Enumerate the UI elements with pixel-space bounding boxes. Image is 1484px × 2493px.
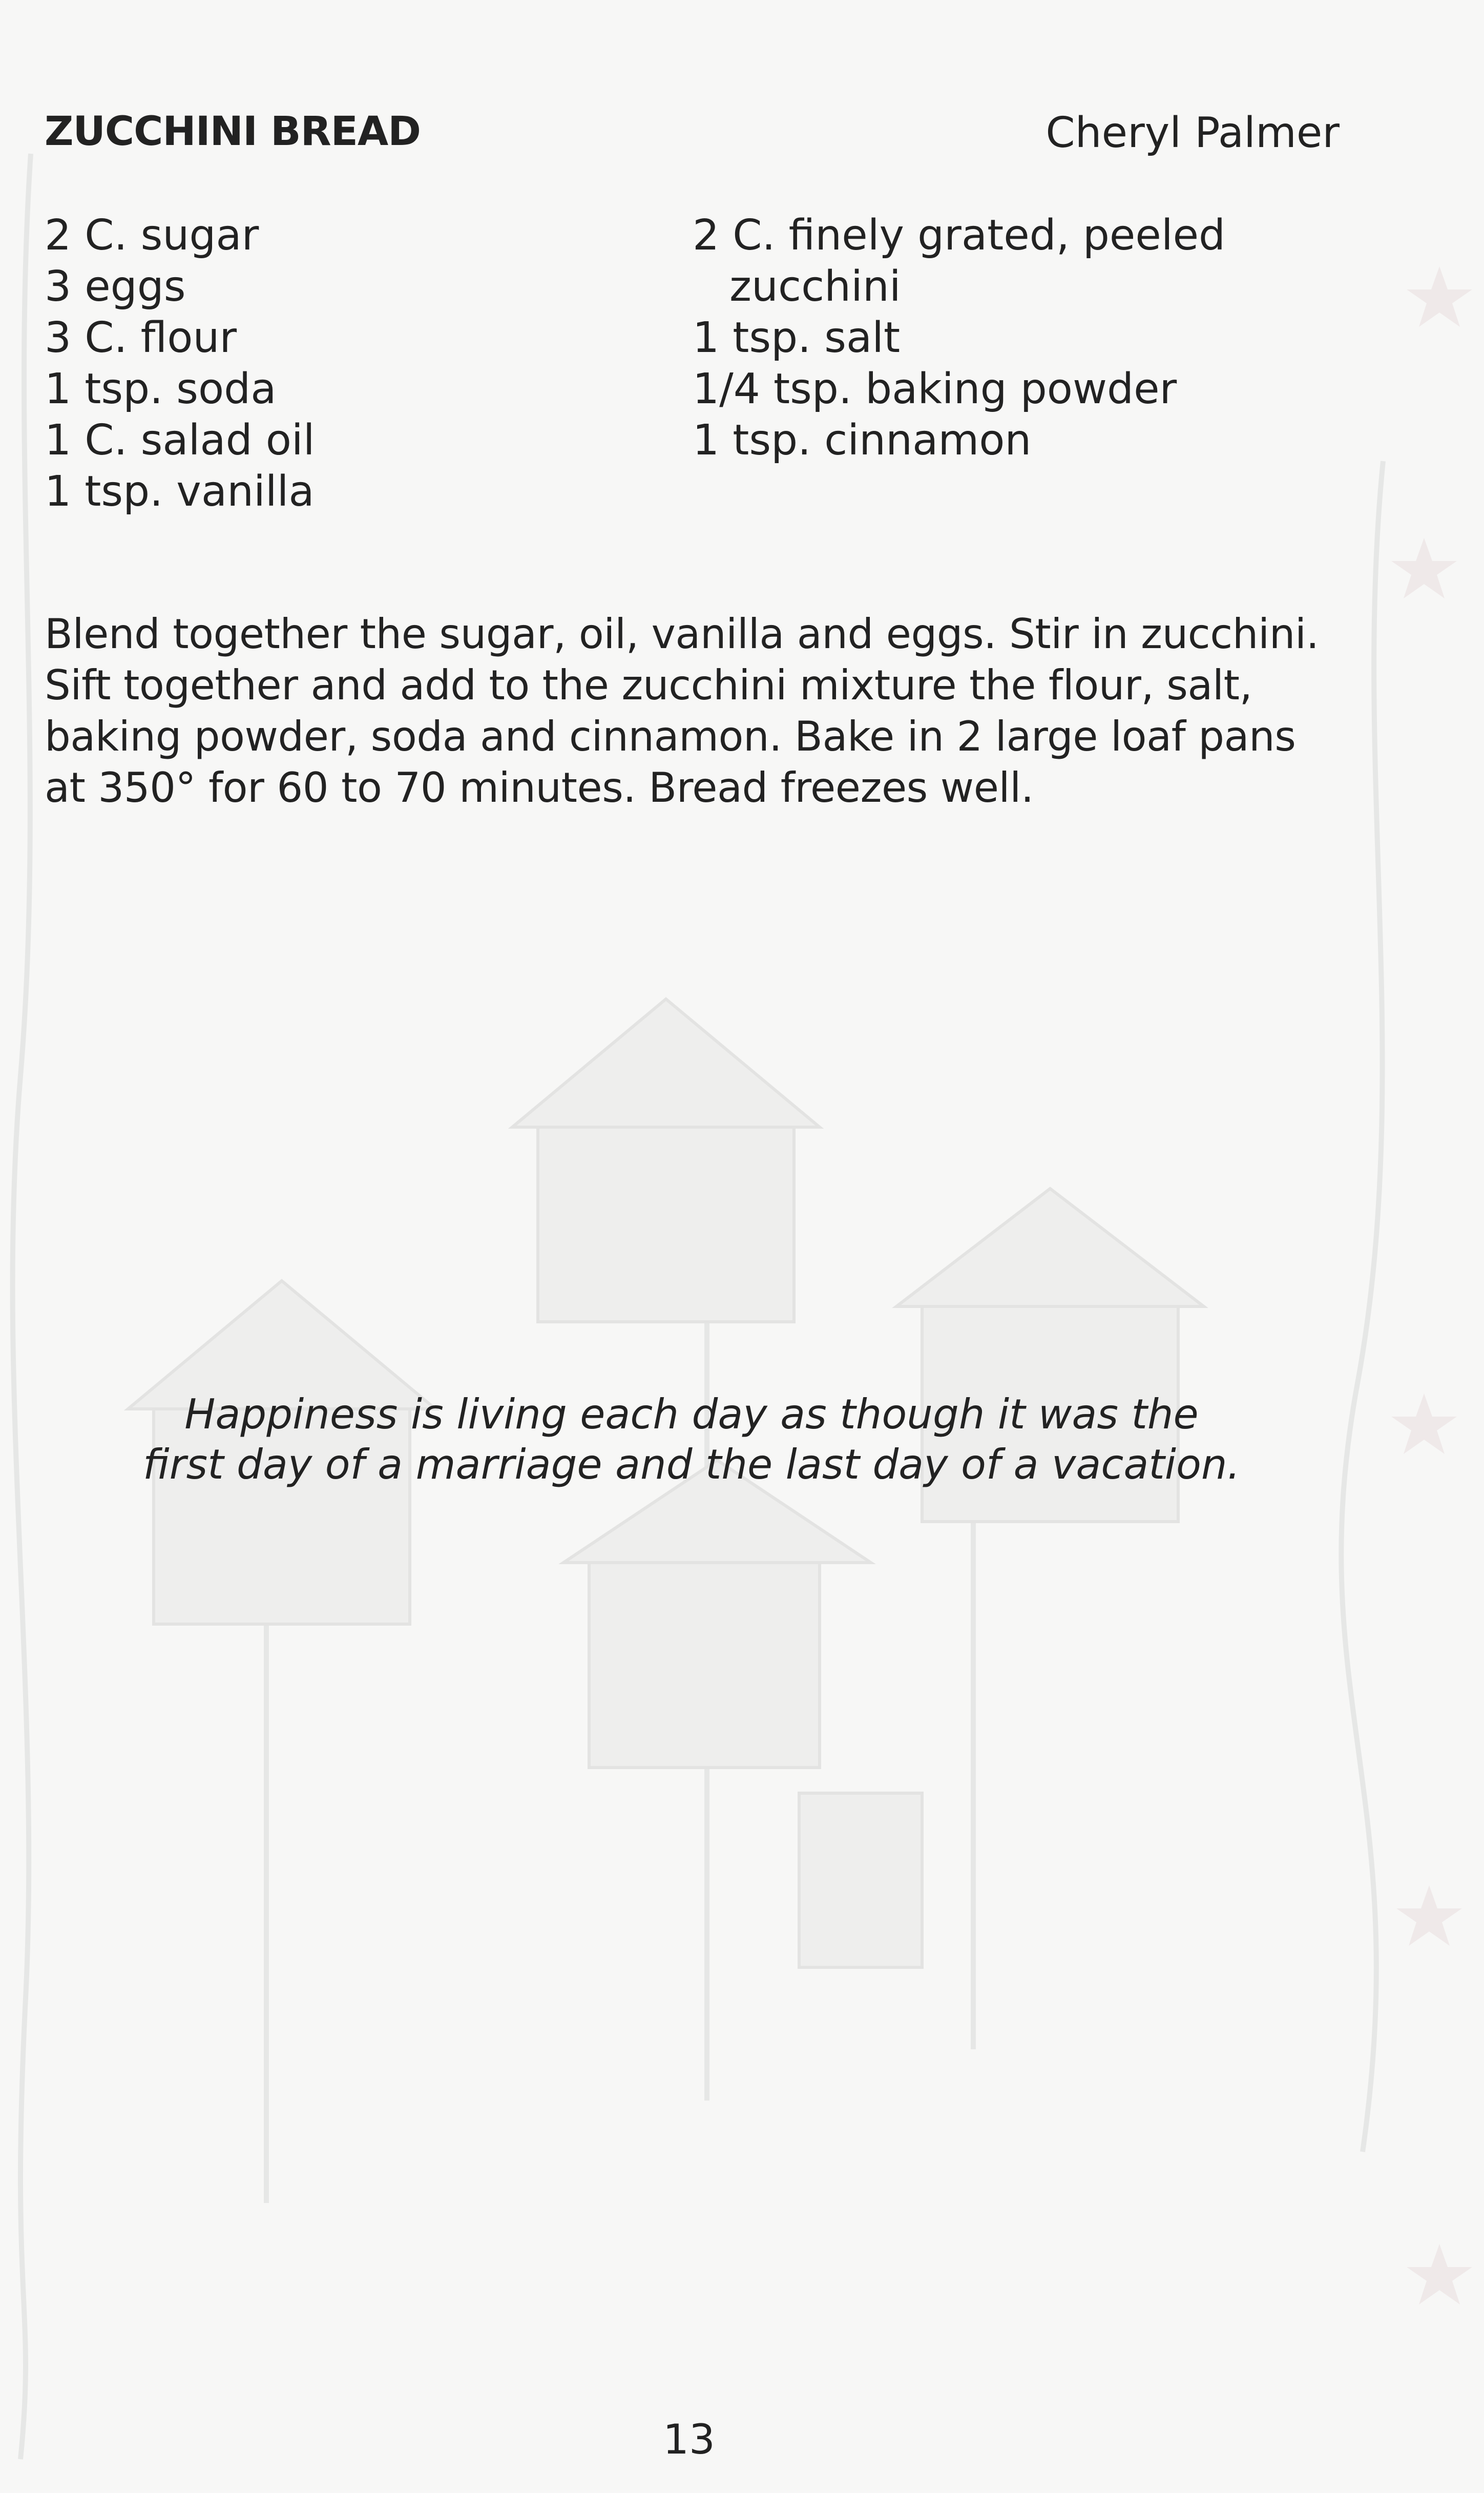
quote [102,1389,1281,1490]
quote-line: Happiness is living each day as though it was the [184,1390,1199,1438]
quote-line: first day of a marriage and the last day of a vacation. [142,1441,1241,1488]
recipe-directions: Blend together the sugar, oil, vanilla and eggs. Stir in zucchini. Sift together and add to the zucchini mixture the flour, salt, baking powder, soda and cinnamon. Bake in 2 large loaf pans at 350° for 60 to 70 minutes. Bread freezes well. [45,610,1319,812]
ingredient-item-continued: zucchini [729,262,901,311]
ingredient-item: 1 tsp. salt [693,314,901,362]
recipe-author: Cheryl Palmer [1046,109,1340,157]
ingredient-item: 2 C. finely grated, peeled [693,211,1226,260]
ingredients-right-column [693,210,1225,466]
ingredient-item: 1 C. salad oil [45,416,315,465]
ingredient-item: 1 tsp. soda [45,365,277,413]
ingredient-item: 1/4 tsp. baking powder [693,365,1177,413]
ingredient-item: 1 tsp. cinnamon [693,416,1032,465]
ingredients-left-column [45,210,315,517]
page-number: 13 [663,2416,715,2463]
ingredient-item: 1 tsp. vanilla [45,467,315,516]
ingredient-item: 2 C. sugar [45,211,259,260]
ingredient-item: 3 eggs [45,262,186,311]
recipe-title: ZUCCHINI BREAD [45,109,421,155]
ingredient-item: 3 C. flour [45,314,237,362]
